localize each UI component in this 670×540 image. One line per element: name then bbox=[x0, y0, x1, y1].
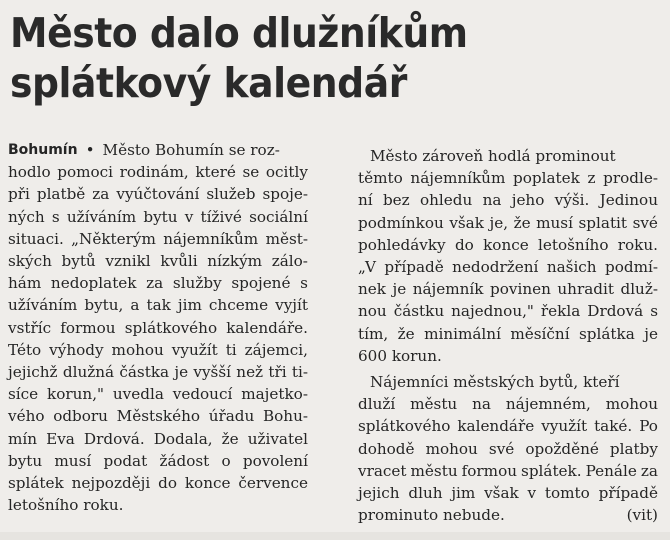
text-line bbox=[8, 139, 308, 161]
text-line: ských bytů vznikl kvůli nízkým zálo- bbox=[8, 252, 308, 271]
text-line: nou částku najednou," řekla Drdová s bbox=[358, 302, 658, 321]
text-line: vstříc formou splátkového kalendáře. bbox=[8, 318, 308, 337]
author-signature: (vit) bbox=[626, 506, 658, 525]
article-column-1 bbox=[8, 139, 308, 516]
text-line: bytu musí podat žádost o povolení bbox=[8, 451, 308, 470]
bullet-separator: • bbox=[85, 141, 95, 159]
line-text: Nájemníci městských bytů, kteří bbox=[370, 373, 620, 392]
text-line: ní bez ohledu na jeho výši. Jedinou bbox=[358, 191, 658, 210]
text-line: užíváním bytu, a tak jim chceme vyjít bbox=[8, 296, 308, 315]
text-line bbox=[358, 345, 658, 367]
text-line bbox=[358, 504, 658, 526]
headline-line-2: splátkový kalendář bbox=[10, 59, 407, 107]
text-line: při platbě za vyúčtování služeb spoje- bbox=[8, 185, 308, 204]
text-line: „V případě nedodržení našich podmí- bbox=[358, 258, 658, 277]
text-line bbox=[8, 494, 308, 516]
text-line: pohledávky do konce letošního roku. bbox=[358, 235, 658, 254]
line-text: letošního roku. bbox=[8, 496, 124, 515]
text-line: vého odboru Městského úřadu Bohu- bbox=[8, 407, 308, 426]
text-line: tím, že minimální měsíční splátka je bbox=[358, 324, 658, 343]
text-line: podmínkou však je, že musí splatit své bbox=[358, 213, 658, 232]
text-line: jejichž dlužná částka je vyšší než tři ti- bbox=[8, 363, 308, 382]
text-line: hodlo pomoci rodinám, které se ocitly bbox=[8, 163, 308, 182]
text-line bbox=[358, 371, 658, 393]
dateline: Bohumín bbox=[8, 142, 78, 158]
column-gutter bbox=[331, 140, 332, 530]
text-line: těmto nájemníkům poplatek z prodle- bbox=[358, 169, 658, 188]
line-text: 600 korun. bbox=[358, 346, 442, 365]
line-text: prominuto nebude. bbox=[358, 506, 505, 525]
text-line: ných s užíváním bytu v tíživé sociální bbox=[8, 207, 308, 226]
text-line bbox=[358, 145, 658, 167]
text-line: hám nedoplatek za služby spojené s bbox=[8, 274, 308, 293]
text-line: síce korun," uvedla vedoucí majetko- bbox=[8, 385, 308, 404]
text-line: nek je nájemník povinen uhradit dluž- bbox=[358, 280, 658, 299]
text-line: Této výhody mohou využít ti zájemci, bbox=[8, 340, 308, 359]
page-edge bbox=[0, 532, 670, 540]
line-text: Město Bohumín se roz- bbox=[102, 141, 280, 159]
headline-line-1: Město dalo dlužníkům bbox=[10, 9, 468, 57]
text-line: splátek nejpozději do konce července bbox=[8, 474, 308, 493]
text-line: splátkového kalendáře využít také. Po bbox=[358, 417, 658, 436]
article-column-2 bbox=[358, 145, 658, 526]
text-line: jejich dluh jim však v tomto případě bbox=[358, 484, 658, 503]
text-line: situaci. „Některým nájemníkům měst- bbox=[8, 229, 308, 248]
text-line: vracet městu formou splátek. Penále za bbox=[358, 461, 658, 480]
text-line: dluží městu na nájemném, mohou bbox=[358, 395, 658, 414]
line-text: Město zároveň hodlá prominout bbox=[370, 147, 616, 165]
text-line: mín Eva Drdová. Dodala, že uživatel bbox=[8, 429, 308, 448]
text-line: dohodě mohou své opožděné platby bbox=[358, 439, 658, 458]
headline bbox=[10, 8, 608, 108]
